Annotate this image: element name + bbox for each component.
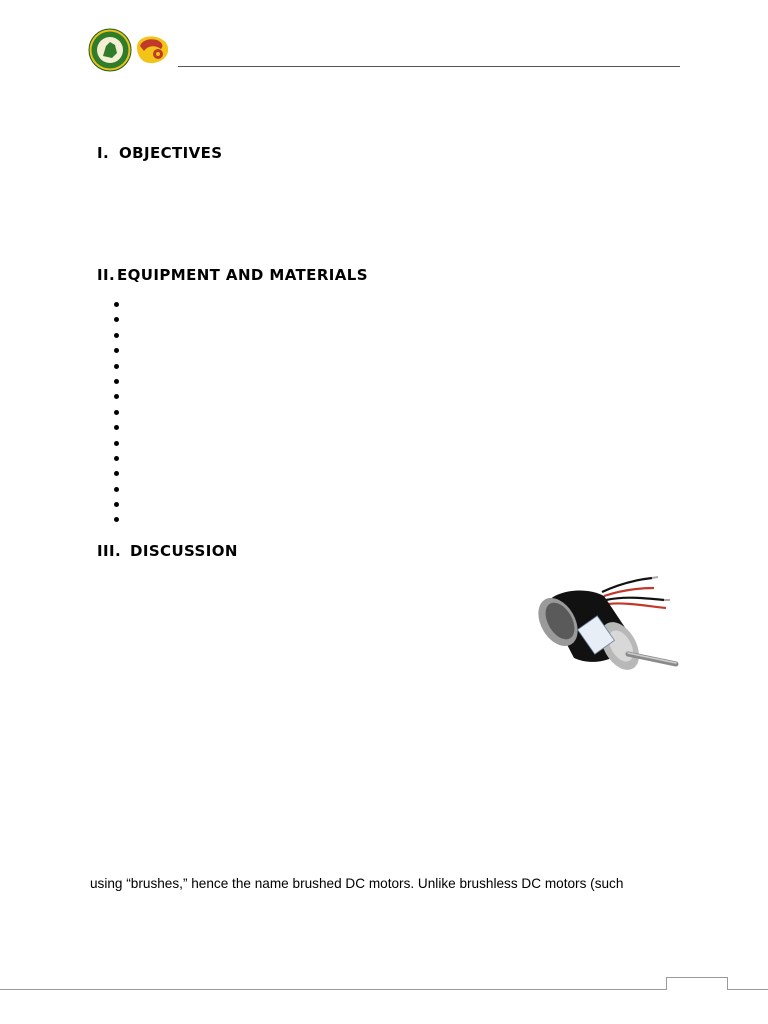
equipment-list-item <box>114 391 122 406</box>
section-heading-equipment <box>97 266 368 284</box>
dc-motor-photo <box>524 566 684 682</box>
section-number: I. <box>97 144 110 162</box>
page-number-tab <box>666 977 728 990</box>
equipment-list-item <box>114 299 122 314</box>
equipment-list-item <box>114 484 122 499</box>
equipment-list-item <box>114 438 122 453</box>
section-title: EQUIPMENT AND MATERIALS <box>117 266 368 284</box>
section-number: III. <box>97 542 122 560</box>
discussion-body-text: using “brushes,” hence the name brushed DC motors. Unlike brushless DC motors (such <box>90 876 624 891</box>
equipment-list-item <box>114 453 122 468</box>
equipment-list-item <box>114 514 122 529</box>
equipment-list-item <box>114 330 122 345</box>
equipment-list-item <box>114 345 122 360</box>
section-title: DISCUSSION <box>130 542 238 560</box>
equipment-bullet-list <box>114 299 122 530</box>
equipment-list-item <box>114 422 122 437</box>
equipment-list-item <box>114 499 122 514</box>
section-heading-discussion <box>97 542 238 560</box>
header-rule <box>178 66 680 67</box>
equipment-list-item <box>114 361 122 376</box>
equipment-list-item <box>114 314 122 329</box>
equipment-list-item <box>114 407 122 422</box>
university-seal-icon <box>88 28 132 72</box>
equipment-list-item <box>114 468 122 483</box>
college-emblem-icon <box>134 33 172 67</box>
section-title: OBJECTIVES <box>119 144 223 162</box>
section-number: II. <box>97 266 116 284</box>
equipment-list-item <box>114 376 122 391</box>
section-heading-objectives <box>97 144 223 162</box>
footer-rule <box>0 989 768 990</box>
